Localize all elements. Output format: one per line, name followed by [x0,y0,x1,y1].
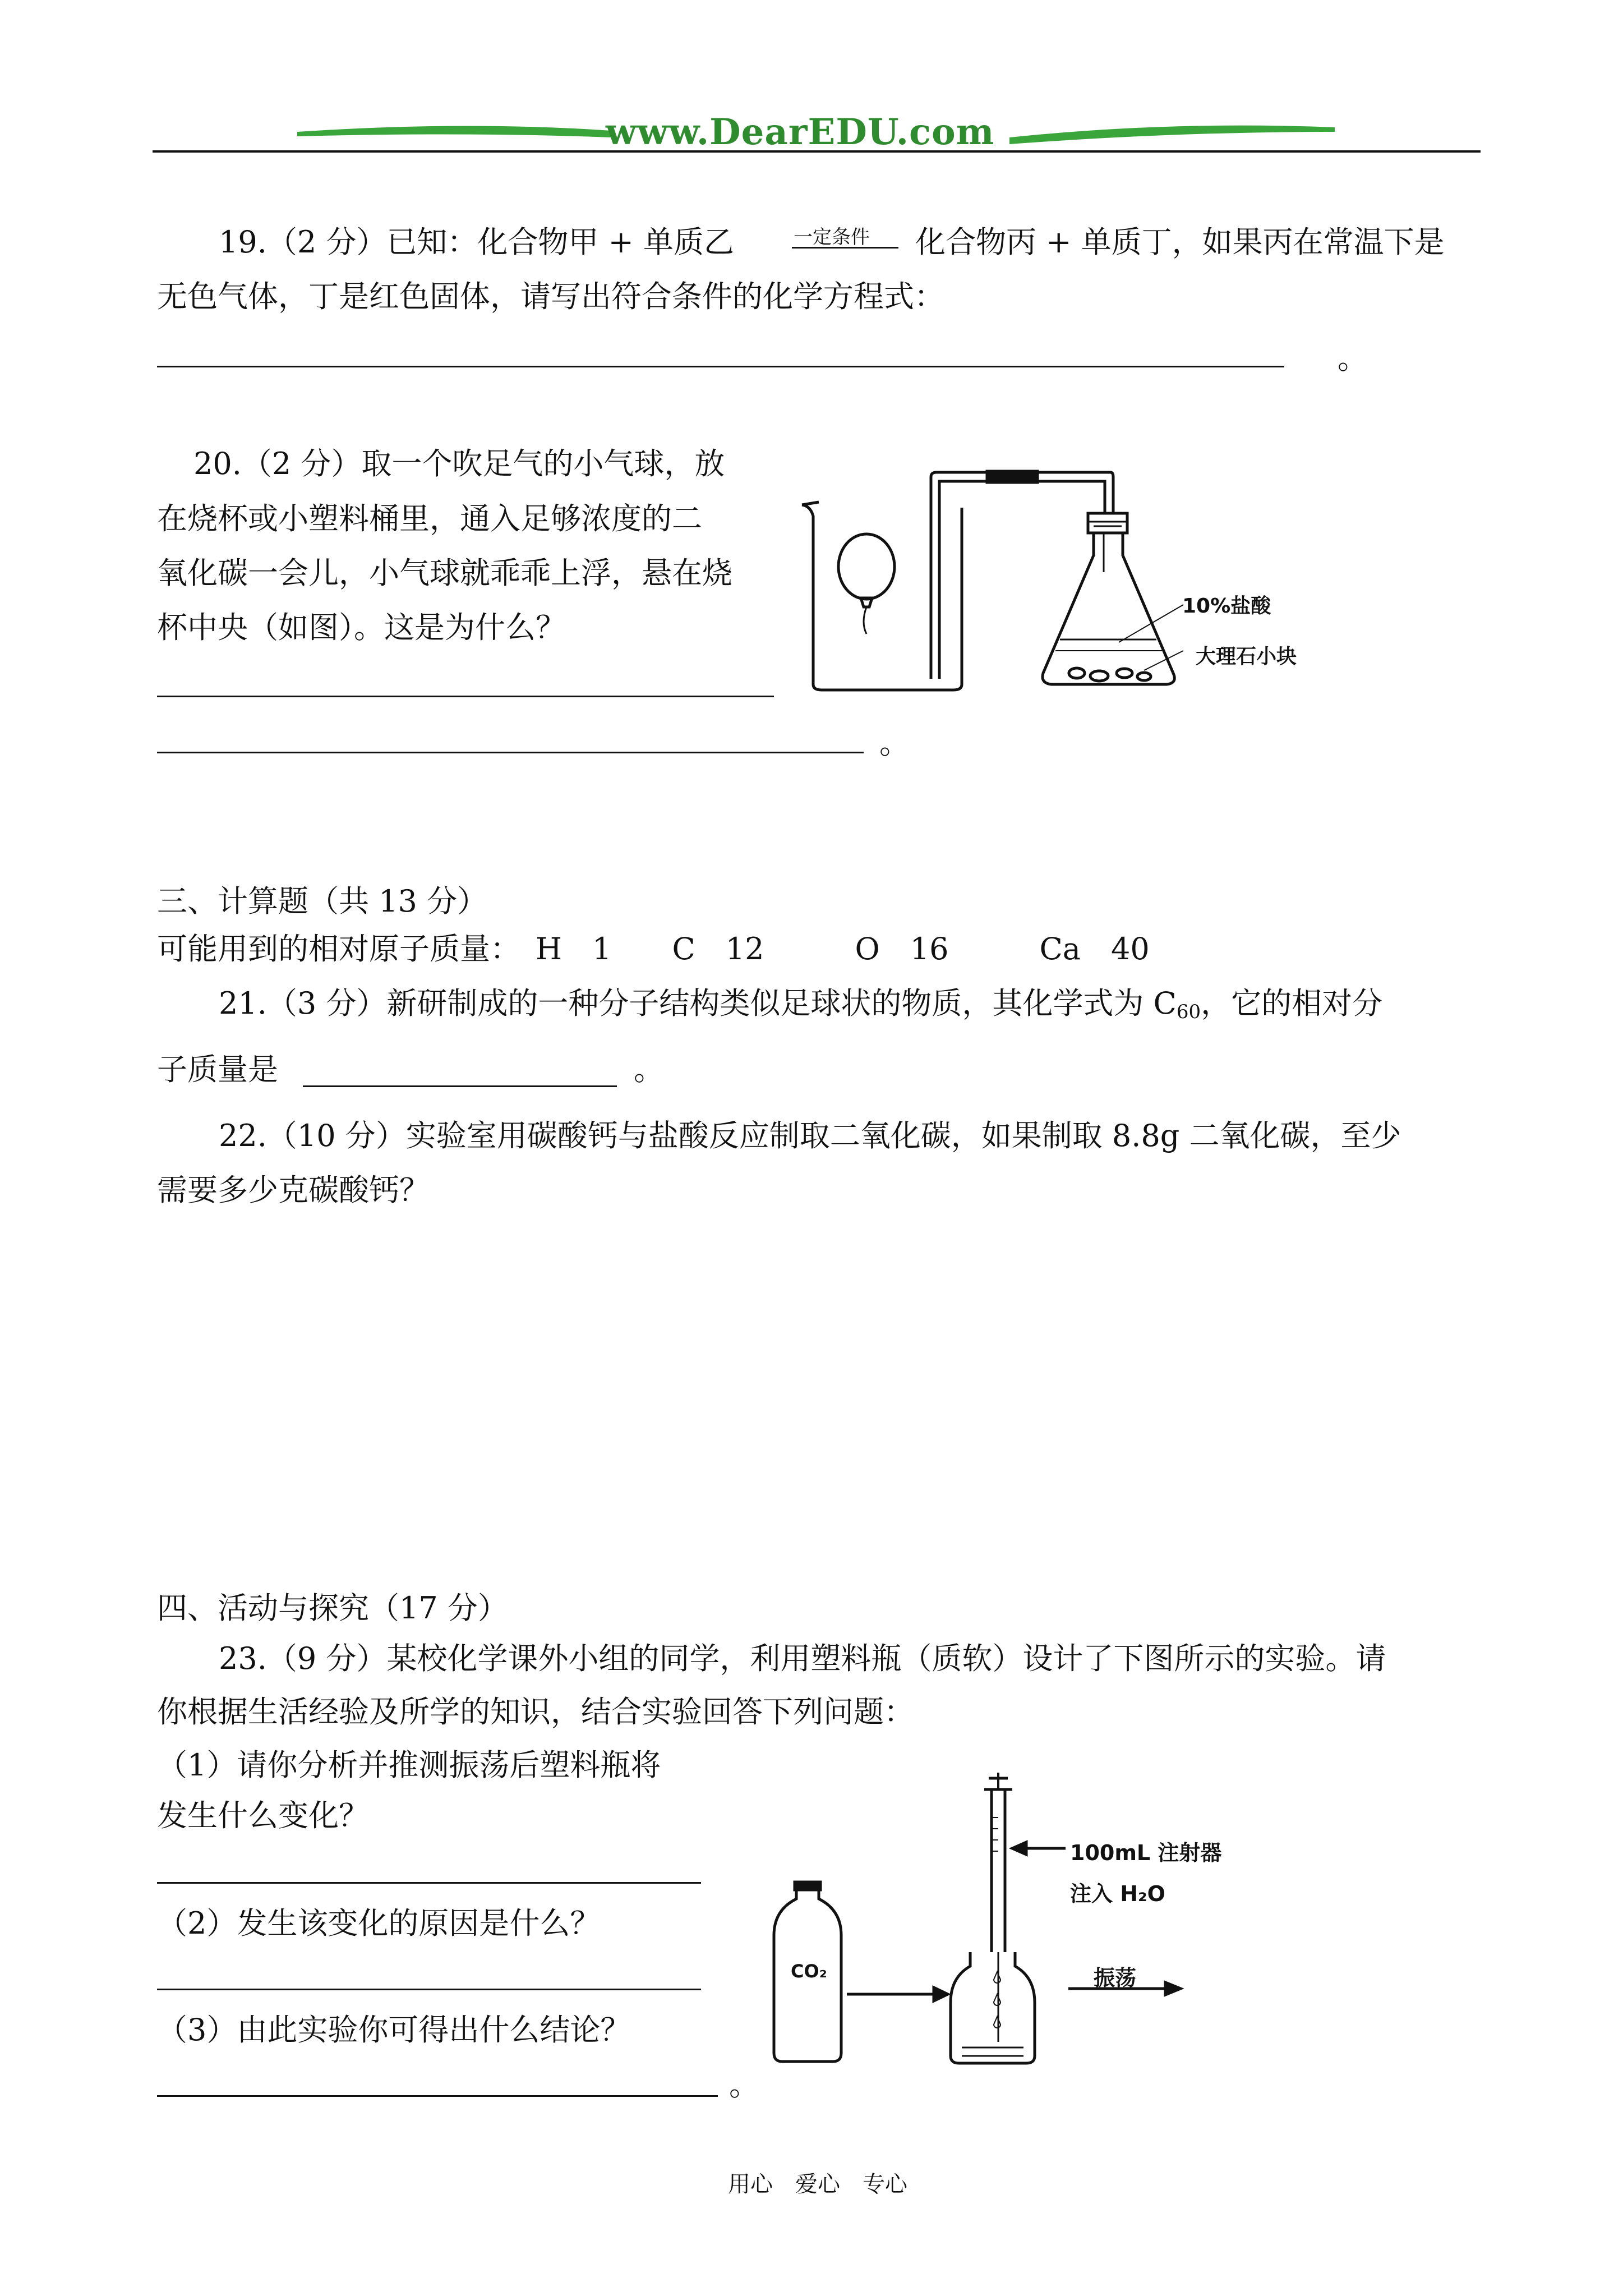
q22-line1: 22.（10 分）实验室用碳酸钙与盐酸反应制取二氧化碳，如果制取 8.8g 二氧化碳，至少 [219,1118,1401,1153]
q23-part1-a: （1）请你分析并推测振荡后塑料瓶将 [157,1747,661,1783]
section4-title: 四、活动与探究（17 分） [157,1590,508,1626]
q19-line2: 无色气体，丁是红色固体，请写出符合条件的化学方程式： [157,279,944,314]
q23-part3: （3）由此实验你可得出什么结论？ [157,2012,631,2047]
inject-water-label: 注入 H₂O [1070,1881,1165,1906]
syringe-label: 100mL 注射器 [1070,1841,1222,1865]
q19-end: 。 [1338,341,1368,376]
q20-line3: 氧化碳一会儿，小气球就乖乖上浮，悬在烧 [157,555,732,591]
q21-subscript: 60 [1176,1001,1201,1023]
q21-line1 [219,977,1382,1038]
q20-figure [796,460,1335,701]
q23-end: 。 [729,2067,759,2102]
q19-line1-b: 化合物丙 + 单质丁，如果丙在常温下是 [915,224,1445,260]
q23-line1: 23.（9 分）某校化学课外小组的同学，利用塑料瓶（质软）设计了下图所示的实验。请 [219,1641,1386,1676]
q20-line2: 在烧杯或小塑料桶里，通入足够浓度的二 [157,501,702,536]
q23-line2: 你根据生活经验及所学的知识，结合实验回答下列问题： [157,1694,914,1729]
q23-part2: （2）发生该变化的原因是什么？ [157,1906,601,1941]
footer-text: 用心 爱心 专心 [728,2171,907,2197]
atomic-masses: 可能用到的相对原子质量： H 1 C 12 O 16 Ca 40 [157,931,1150,967]
q23-figure [763,1773,1267,2076]
q22-line2: 需要多少克碳酸钙？ [157,1172,430,1208]
q19-answer-blank[interactable] [157,366,1284,367]
q21-answer-blank[interactable] [303,1085,617,1087]
q21-line2: 子质量是 [157,1052,278,1087]
label-hydrochloric-acid: 10%盐酸 [1182,595,1271,618]
q19-condition: 一定条件 [794,226,870,249]
bottle-syringe-diagram [763,1773,1267,2076]
site-logo[interactable]: www.DearEDU.com [606,111,995,153]
q19-arrow-line [792,247,898,249]
q20-end: 。 [879,725,910,761]
co2-label: CO₂ [791,1961,827,1982]
q20-answer-blank-1[interactable] [157,696,774,697]
q23-answer-blank-3[interactable] [157,2095,718,2097]
q19-line1-a: 19.（2 分）已知：化合物甲 + 单质乙 [219,224,734,260]
q21-line1-b: ，它的相对分 [1201,986,1383,1021]
q23-answer-blank-1[interactable] [157,1882,701,1884]
q20-line1: 20.（2 分）取一个吹足气的小气球，放 [193,446,725,481]
shake-label: 振荡 [1094,1966,1137,1990]
q23-part1-b: 发生什么变化？ [157,1798,369,1833]
header-rule [153,150,1481,153]
q20-line4: 杯中央（如图）。这是为什么？ [157,610,566,645]
q21-end: 。 [634,1052,664,1087]
q23-answer-blank-2[interactable] [157,1989,701,1990]
label-marble-chips: 大理石小块 [1196,645,1297,668]
q20-answer-blank-2[interactable] [157,752,864,753]
q21-line1-a: 21.（3 分）新研制成的一种分子结构类似足球状的物质，其化学式为 C [219,986,1177,1021]
section3-title: 三、计算题（共 13 分） [157,884,488,919]
